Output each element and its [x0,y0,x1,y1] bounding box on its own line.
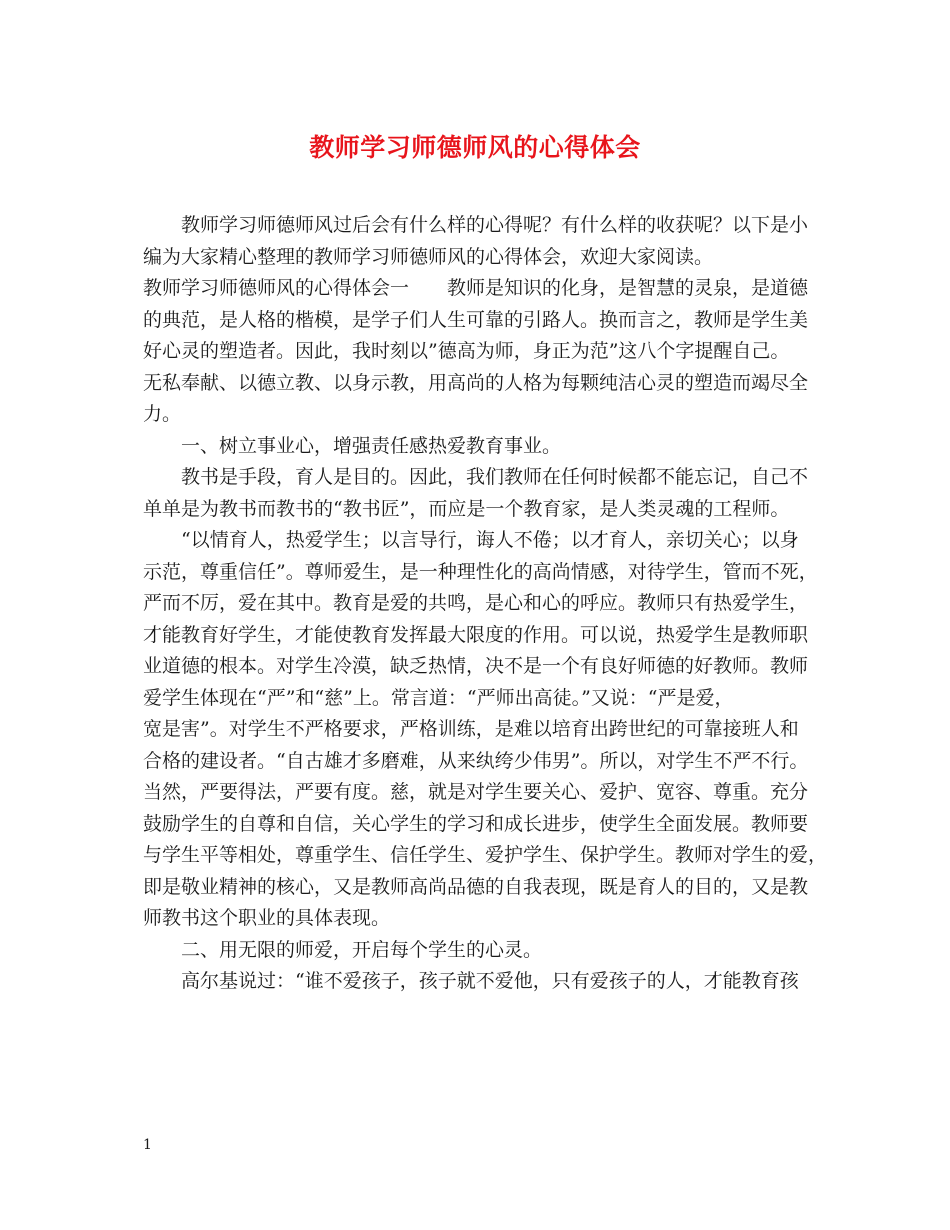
body-text-line: 二、用无限的师爱，开启每个学生的心灵。 [143,938,543,961]
body-text-line: 师教书这个职业的具体表现。 [143,907,391,929]
body-text-line: 爱学生体现在“严”和“慈”上。常言道：“严师出高徒。”又说：“严是爱， [143,686,734,709]
body-text-line: 当然，严要得法，严要有度。慈，就是对学生要关心、爱护、宽容、尊重。充分 [143,781,809,803]
body-text-line: 即是敬业精神的核心，又是教师高尚品德的自我表现，既是育人的目的，又是教 [143,875,809,898]
page-number: 1 [143,1137,152,1153]
body-text-line: 编为大家精心整理的教师学习师德师风的心得体会，欢迎大家阅读。 [143,245,714,268]
body-text-line: 鼓励学生的自尊和自信，关心学生的学习和成长进步，使学生全面发展。教师要 [143,812,809,835]
body-text-line: 单单是为教书而教书的“教书匠”，而应是一个教育家，是人类灵魂的工程师。 [143,497,790,520]
body-text-line: 示范，尊重信任”。尊师爱生，是一种理性化的高尚情感，对待学生，管而不死， [143,560,818,583]
body-text-line: “以情育人，热爱学生；以言导行，诲人不倦；以才育人，亲切关心；以身 [143,529,799,551]
body-text-line: 教师学习师德师风的心得体会一 教师是知识的化身，是智慧的灵泉，是道德 [143,277,809,299]
body-text-line: 一、树立事业心，增强责任感热爱教育事业。 [143,434,562,457]
body-text-line: 合格的建设者。“自古雄才多磨难，从来纨绔少伟男”。所以，对学生不严不行。 [143,749,809,772]
body-text-line: 的典范，是人格的楷模，是学子们人生可靠的引路人。换而言之，教师是学生美 [143,308,809,331]
body-text-line: 高尔基说过：“谁不爱孩子，孩子就不爱他，只有爱孩子的人，才能教育孩 [143,970,799,992]
body-text-line: 教师学习师德师风过后会有什么样的心得呢？有什么样的收获呢？以下是小 [143,214,809,236]
body-text-line: 宽是害”。对学生不严格要求，严格训练，是难以培育出跨世纪的可靠接班人和 [143,718,799,740]
body-text-line: 无私奉献、以德立教、以身示教，用高尚的人格为每颗纯洁心灵的塑造而竭尽全 [143,371,809,394]
document-title: 教师学习师德师风的心得体会 [309,133,641,162]
body-text-line: 力。 [143,403,182,425]
body-text-line: 才能教育好学生，才能使教育发挥最大限度的作用。可以说，热爱学生是教师职 [143,623,809,646]
body-text-line: 业道德的根本。对学生冷漠，缺乏热情，决不是一个有良好师德的好教师。教师 [143,655,809,677]
body-text-line: 严而不厉，爱在其中。教育是爱的共鸣，是心和心的呼应。教师只有热爱学生， [143,592,809,614]
body-text-line: 与学生平等相处，尊重学生、信任学生、爱护学生、保护学生。教师对学生的爱， [143,844,828,866]
body-text-line: 教书是手段，育人是目的。因此，我们教师在任何时候都不能忘记，自己不 [143,466,809,488]
body-text-line: 好心灵的塑造者。因此，我时刻以”德高为师，身正为范”这八个字提醒自己。 [143,340,790,362]
